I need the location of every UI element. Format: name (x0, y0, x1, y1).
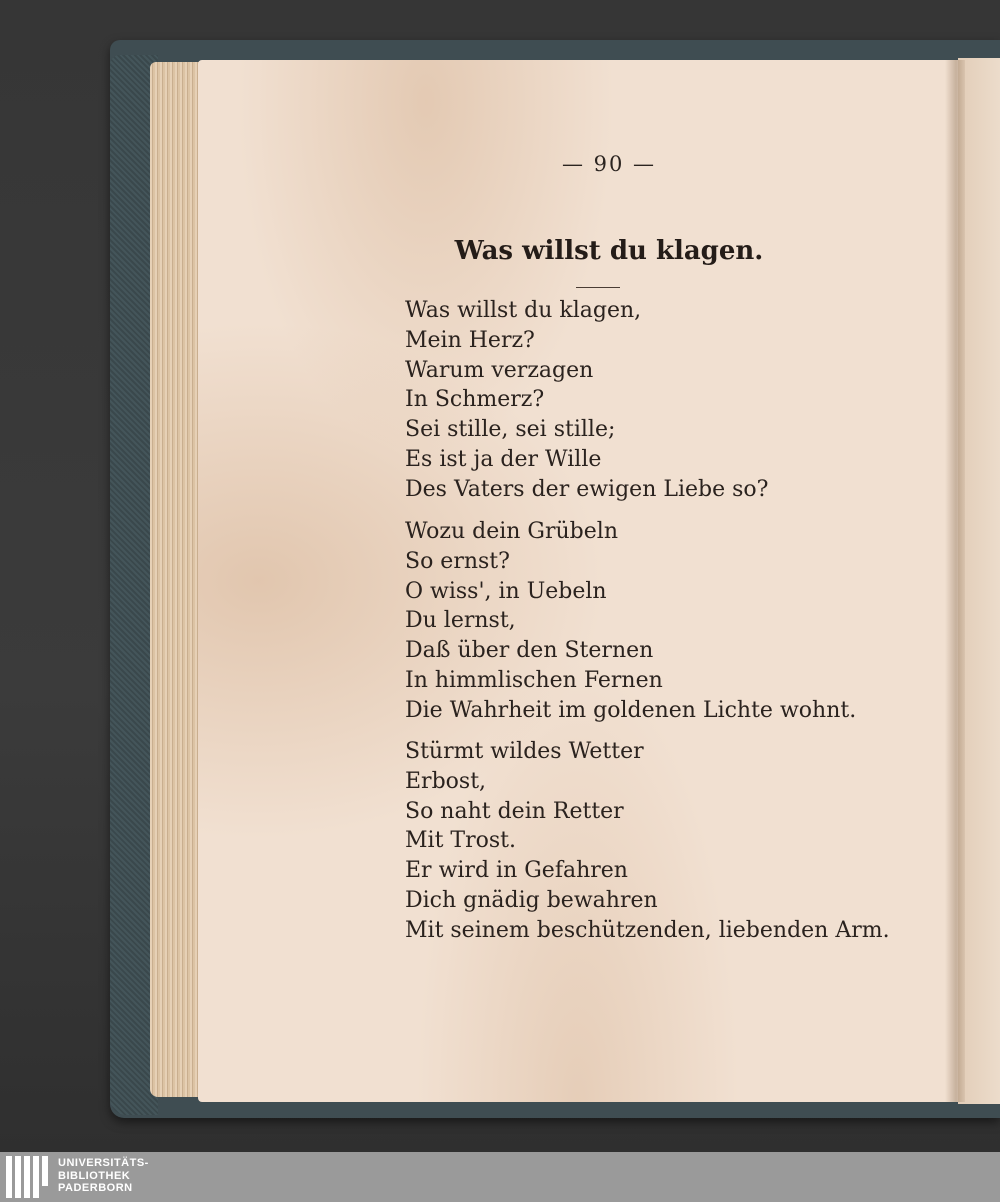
poem-line: Du lernst, (405, 608, 516, 634)
poem-title: Was willst du klagen. (454, 236, 764, 266)
poem-line: Erbost, (405, 768, 487, 794)
library-name-line: UNIVERSITÄTS- (58, 1157, 149, 1169)
library-logo-icon (6, 1156, 50, 1198)
poem-line: Mit seinem beschützenden, liebenden Arm. (405, 917, 890, 943)
library-name-line: BIBLIOTHEK (58, 1169, 131, 1182)
poem-line: Daß über den Sternen (405, 638, 654, 664)
poem-line: Was willst du klagen, (405, 298, 642, 323)
poem-line: Stürmt wildes Wetter (405, 739, 644, 764)
poem-line: Warum verzagen (405, 357, 594, 383)
title-divider (576, 287, 620, 288)
page-number: — 90 — (561, 152, 657, 176)
stanza-2 (405, 517, 856, 726)
page-gutter (945, 60, 965, 1102)
stanza-3 (405, 737, 890, 946)
poem-line: In Schmerz? (405, 387, 545, 413)
poem-line: Es ist ja der Wille (405, 446, 602, 472)
poem-line: In himmlischen Fernen (405, 667, 663, 693)
library-name (58, 1157, 149, 1195)
poem-line: Er wird in Gefahren (405, 858, 628, 884)
poem-line: Sei stille, sei stille; (405, 417, 616, 443)
library-name-line: PADERBORN (58, 1182, 133, 1194)
poem-line: So ernst? (405, 548, 510, 574)
stanza-1 (405, 296, 768, 505)
poem-line: Die Wahrheit im goldenen Lichte wohnt. (405, 697, 857, 723)
page-edges (150, 62, 202, 1097)
poem-line: Wozu dein Grübeln (405, 519, 618, 544)
poem-line: Des Vaters der ewigen Liebe so? (405, 476, 769, 502)
footer-bar (0, 1152, 1000, 1202)
poem-line: Dich gnädig bewahren (405, 887, 658, 913)
poem-line: Mein Herz? (405, 327, 535, 353)
poem-line: O wiss', in Uebeln (405, 578, 607, 604)
poem-line: Mit Trost. (405, 828, 516, 854)
poem-line: So naht dein Retter (405, 798, 624, 824)
